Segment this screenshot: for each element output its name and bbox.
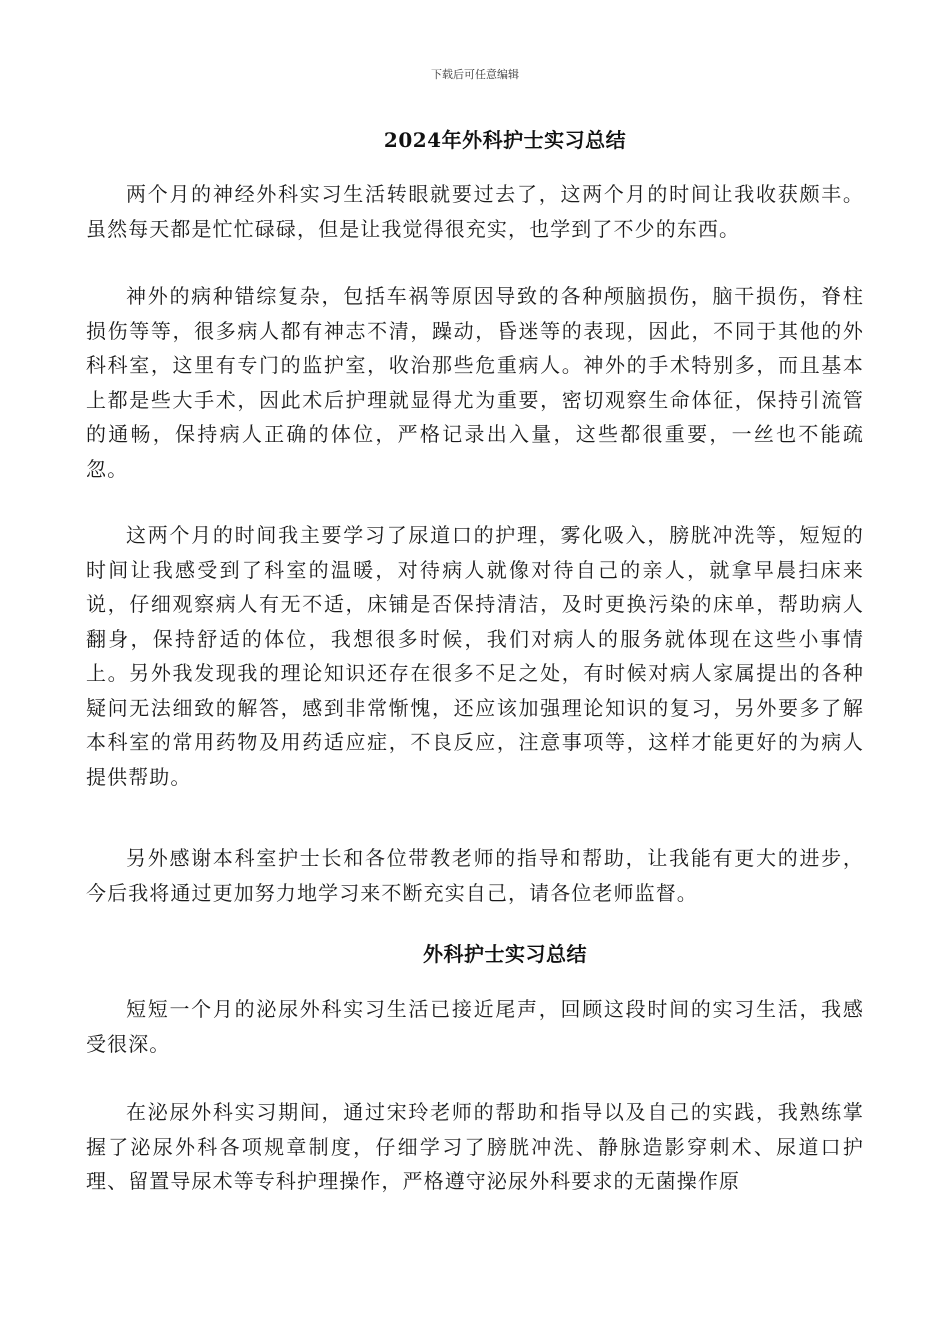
paragraph: 在泌尿外科实习期间，通过宋玲老师的帮助和指导以及自己的实践，我熟练掌握了泌尿外科各项规章制度，仔细学习了膀胱冲洗、静脉造影穿刺术、尿道口护理、留置导尿术等专科护理操作，严格遵守泌尿外科要求的无菌操作原 <box>86 1100 864 1193</box>
paragraph: 另外感谢本科室护士长和各位带教老师的指导和帮助，让我能有更大的进步，今后我将通过更加努力地学习来不断充实自己，请各位老师监督。 <box>86 846 864 905</box>
paragraph: 短短一个月的泌尿外科实习生活已接近尾声，回顾这段时间的实习生活，我感受很深。 <box>86 997 864 1056</box>
paragraph: 这两个月的时间我主要学习了尿道口的护理，雾化吸入，膀胱冲洗等，短短的时间让我感受到了科室的温暖，对待病人就像对待自己的亲人，就拿早晨扫床来说，仔细观察病人有无不适，床铺是否保持清洁，及时更换污染的床单，帮助病人翻身，保持舒适的体位，我想很多时候，我们对病人的服务就体现在这些小事情上。另外我发现我的理论知识还存在很多不足之处，有时候对病人家属提出的各种疑问无法细致的解答，感到非常惭愧，还应该加强理论知识的复习，另外要多了解本科室的常用药物及用药适应症，不良反应，注意事项等，这样才能更好的为病人提供帮助。 <box>86 523 864 789</box>
section-title-1: 2024年外科护士实习总结 <box>383 128 627 152</box>
header-note: 下载后可任意编辑 <box>431 68 519 81</box>
paragraph: 神外的病种错综复杂，包括车祸等原因导致的各种颅脑损伤，脑干损伤，脊柱损伤等等，很多病人都有神志不清，躁动，昏迷等的表现，因此，不同于其他的外科科室，这里有专门的监护室，收治那些危重病人。神外的手术特别多，而且基本上都是些大手术，因此术后护理就显得尤为重要，密切观察生命体征，保持引流管的通畅，保持病人正确的体位，严格记录出入量，这些都很重要，一丝也不能疏忽。 <box>86 284 864 481</box>
paragraph: 两个月的神经外科实习生活转眼就要过去了，这两个月的时间让我收获颇丰。虽然每天都是忙忙碌碌，但是让我觉得很充实，也学到了不少的东西。 <box>86 182 864 241</box>
section-title-2: 外科护士实习总结 <box>423 942 587 966</box>
